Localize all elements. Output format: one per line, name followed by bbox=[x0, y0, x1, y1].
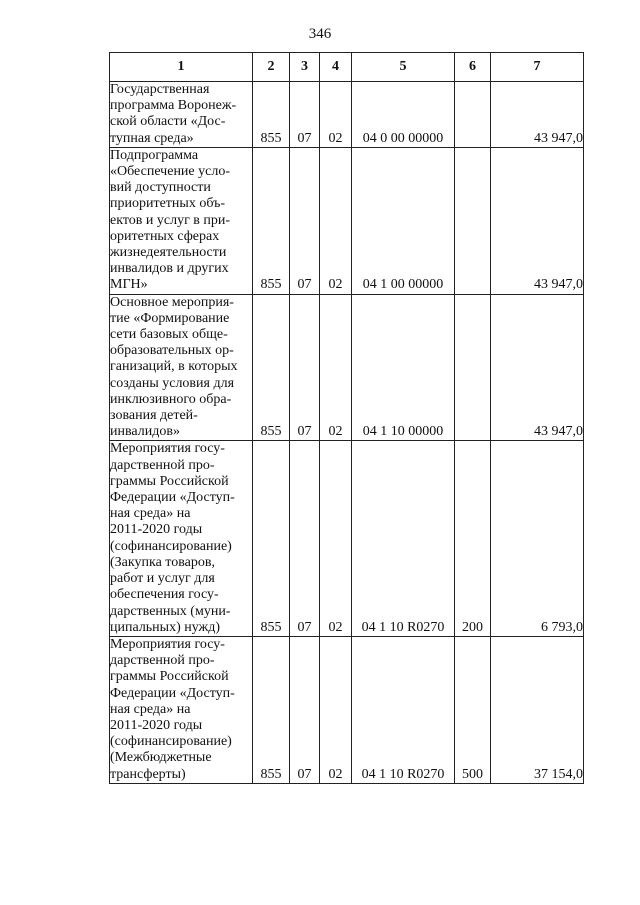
name-line: сети базовых обще- bbox=[110, 327, 228, 343]
name-line: ная среда» на bbox=[110, 506, 191, 522]
name-line: МГН» bbox=[110, 277, 148, 293]
cell-col2: 855 bbox=[253, 294, 290, 441]
cell-col6: 500 bbox=[455, 636, 491, 783]
name-line: дарственной про- bbox=[110, 653, 215, 669]
cell-col7: 43 947,0 bbox=[491, 294, 584, 441]
header-cell: 7 bbox=[491, 53, 584, 82]
cell-col3: 07 bbox=[290, 636, 320, 783]
cell-col6 bbox=[455, 82, 491, 148]
cell-col5: 04 1 10 R0270 bbox=[352, 636, 455, 783]
name-line: Подпрограмма bbox=[110, 147, 199, 163]
name-line: граммы Российской bbox=[110, 473, 229, 489]
cell-col7: 43 947,0 bbox=[491, 147, 584, 294]
name-line: Основное мероприя- bbox=[110, 294, 234, 310]
name-line: 2011-2020 годы bbox=[110, 717, 203, 733]
name-line: (софинансирование) bbox=[110, 538, 232, 554]
name-line: инвалидов и других bbox=[110, 261, 229, 277]
name-line: «Обеспечение усло- bbox=[110, 164, 230, 180]
name-line: программа Воронеж- bbox=[110, 98, 237, 114]
name-line: (Закупка товаров, bbox=[110, 554, 215, 570]
header-row bbox=[110, 53, 584, 82]
table-row bbox=[110, 441, 584, 636]
page-number: 346 bbox=[308, 26, 332, 42]
name-line: ципальных) нужд) bbox=[110, 619, 221, 635]
cell-col7: 6 793,0 bbox=[491, 441, 584, 636]
name-line: ектов и услуг в при- bbox=[110, 212, 231, 228]
name-line: тие «Формирование bbox=[110, 310, 230, 326]
name-line: (Межбюджетные bbox=[110, 750, 212, 766]
name-line: тупная среда» bbox=[110, 130, 194, 146]
cell-col4: 02 bbox=[320, 294, 352, 441]
cell-col2: 855 bbox=[253, 441, 290, 636]
budget-table bbox=[109, 52, 584, 784]
name-line: созданы условия для bbox=[110, 375, 235, 391]
row-name-cell bbox=[110, 294, 253, 441]
row-name-cell bbox=[110, 147, 253, 294]
cell-col4: 02 bbox=[320, 147, 352, 294]
cell-col3: 07 bbox=[290, 82, 320, 148]
cell-col3: 07 bbox=[290, 294, 320, 441]
name-line: Мероприятия госу- bbox=[110, 441, 225, 457]
name-line: дарственной про- bbox=[110, 457, 215, 473]
name-line: жизнедеятельности bbox=[110, 245, 227, 261]
name-line: Мероприятия госу- bbox=[110, 636, 225, 652]
cell-col5: 04 1 00 00000 bbox=[352, 147, 455, 294]
header-cell: 1 bbox=[110, 53, 253, 82]
header-cell: 5 bbox=[352, 53, 455, 82]
table-row bbox=[110, 147, 584, 294]
name-line: ской области «Дос- bbox=[110, 114, 226, 130]
row-name-cell bbox=[110, 636, 253, 783]
table-row bbox=[110, 82, 584, 148]
name-line: инклюзивного обра- bbox=[110, 391, 232, 407]
cell-col7: 37 154,0 bbox=[491, 636, 584, 783]
name-line: ная среда» на bbox=[110, 701, 191, 717]
cell-col2: 855 bbox=[253, 147, 290, 294]
row-name-cell bbox=[110, 441, 253, 636]
cell-col5: 04 1 10 R0270 bbox=[352, 441, 455, 636]
name-line: зования детей- bbox=[110, 408, 198, 424]
table-row bbox=[110, 636, 584, 783]
name-line: обеспечения госу- bbox=[110, 587, 219, 603]
cell-col5: 04 1 10 00000 bbox=[352, 294, 455, 441]
name-line: Федерации «Доступ- bbox=[110, 490, 235, 506]
name-line: Государственная bbox=[110, 82, 210, 97]
header-cell: 4 bbox=[320, 53, 352, 82]
cell-col4: 02 bbox=[320, 82, 352, 148]
name-line: (софинансирование) bbox=[110, 734, 232, 750]
name-line: приоритетных объ- bbox=[110, 196, 226, 212]
name-line: ганизаций, в которых bbox=[110, 359, 238, 375]
cell-col3: 07 bbox=[290, 147, 320, 294]
table-row bbox=[110, 294, 584, 441]
cell-col2: 855 bbox=[253, 82, 290, 148]
cell-col6 bbox=[455, 147, 491, 294]
header-cell: 3 bbox=[290, 53, 320, 82]
name-line: образовательных ор- bbox=[110, 343, 234, 359]
header-cell: 2 bbox=[253, 53, 290, 82]
header-cell: 6 bbox=[455, 53, 491, 82]
name-line: инвалидов» bbox=[110, 424, 180, 440]
name-line: 2011-2020 годы bbox=[110, 522, 203, 538]
name-line: трансферты) bbox=[110, 766, 186, 782]
row-name-cell bbox=[110, 82, 253, 148]
cell-col3: 07 bbox=[290, 441, 320, 636]
cell-col6: 200 bbox=[455, 441, 491, 636]
name-line: Федерации «Доступ- bbox=[110, 685, 235, 701]
name-line: граммы Российской bbox=[110, 669, 229, 685]
cell-col5: 04 0 00 00000 bbox=[352, 82, 455, 148]
cell-col6 bbox=[455, 294, 491, 441]
cell-col2: 855 bbox=[253, 636, 290, 783]
cell-col4: 02 bbox=[320, 441, 352, 636]
cell-col7: 43 947,0 bbox=[491, 82, 584, 148]
name-line: дарственных (муни- bbox=[110, 603, 231, 619]
name-line: оритетных сферах bbox=[110, 228, 220, 244]
cell-col4: 02 bbox=[320, 636, 352, 783]
name-line: вий доступности bbox=[110, 180, 211, 196]
name-line: работ и услуг для bbox=[110, 571, 215, 587]
